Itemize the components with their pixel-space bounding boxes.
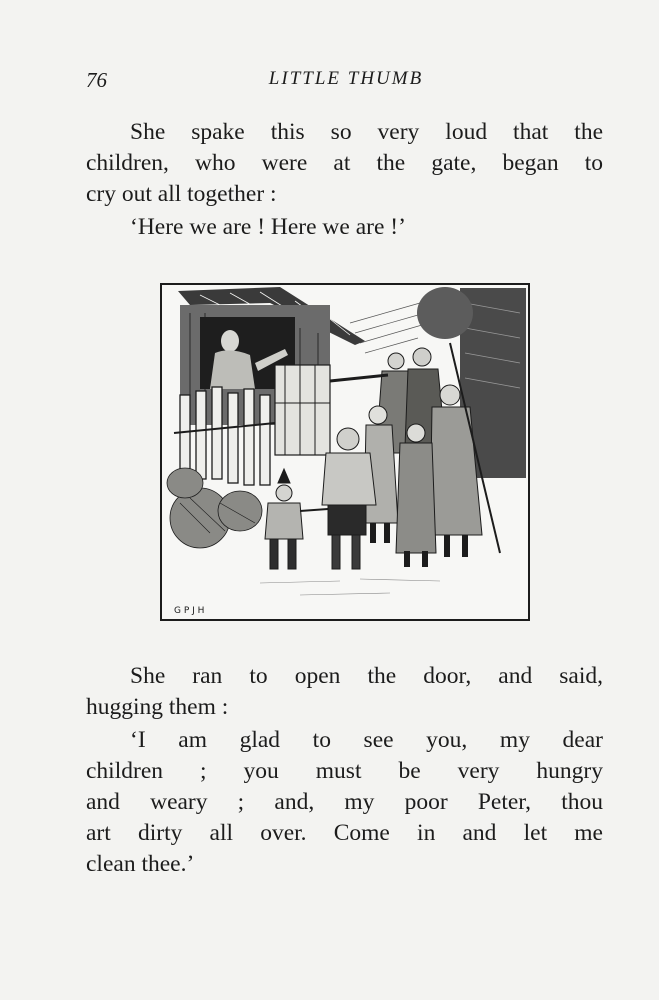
quote-2 xyxy=(86,725,603,880)
text-line: clean thee.’ xyxy=(86,851,195,877)
text-line: hugging them : xyxy=(86,694,229,720)
paragraph-1 xyxy=(86,117,603,210)
text-line: cry out all together : xyxy=(86,181,277,207)
text-line: ‘I am glad to see you, my dear xyxy=(130,727,603,753)
text-line: art dirty all over. Come in and let me xyxy=(86,820,603,846)
text-line: ‘Here we are ! Here we are !’ xyxy=(130,214,406,240)
quote-1 xyxy=(86,212,603,243)
running-title: LITTLE THUMB xyxy=(268,68,424,89)
text-line: and weary ; and, my poor Peter, thou xyxy=(86,789,603,815)
engraving-image xyxy=(160,283,530,621)
text-line: children, who were at the gate, began to xyxy=(86,150,603,176)
text-line: children ; you must be very hungry xyxy=(86,758,603,784)
page-number: 76 xyxy=(86,68,107,92)
text-line: She spake this so very loud that the xyxy=(130,119,603,145)
illustration xyxy=(160,283,530,621)
paragraph-2 xyxy=(86,661,603,723)
running-head xyxy=(86,68,606,96)
artist-signature: G P J H xyxy=(174,606,205,616)
text-line: She ran to open the door, and said, xyxy=(130,663,603,689)
